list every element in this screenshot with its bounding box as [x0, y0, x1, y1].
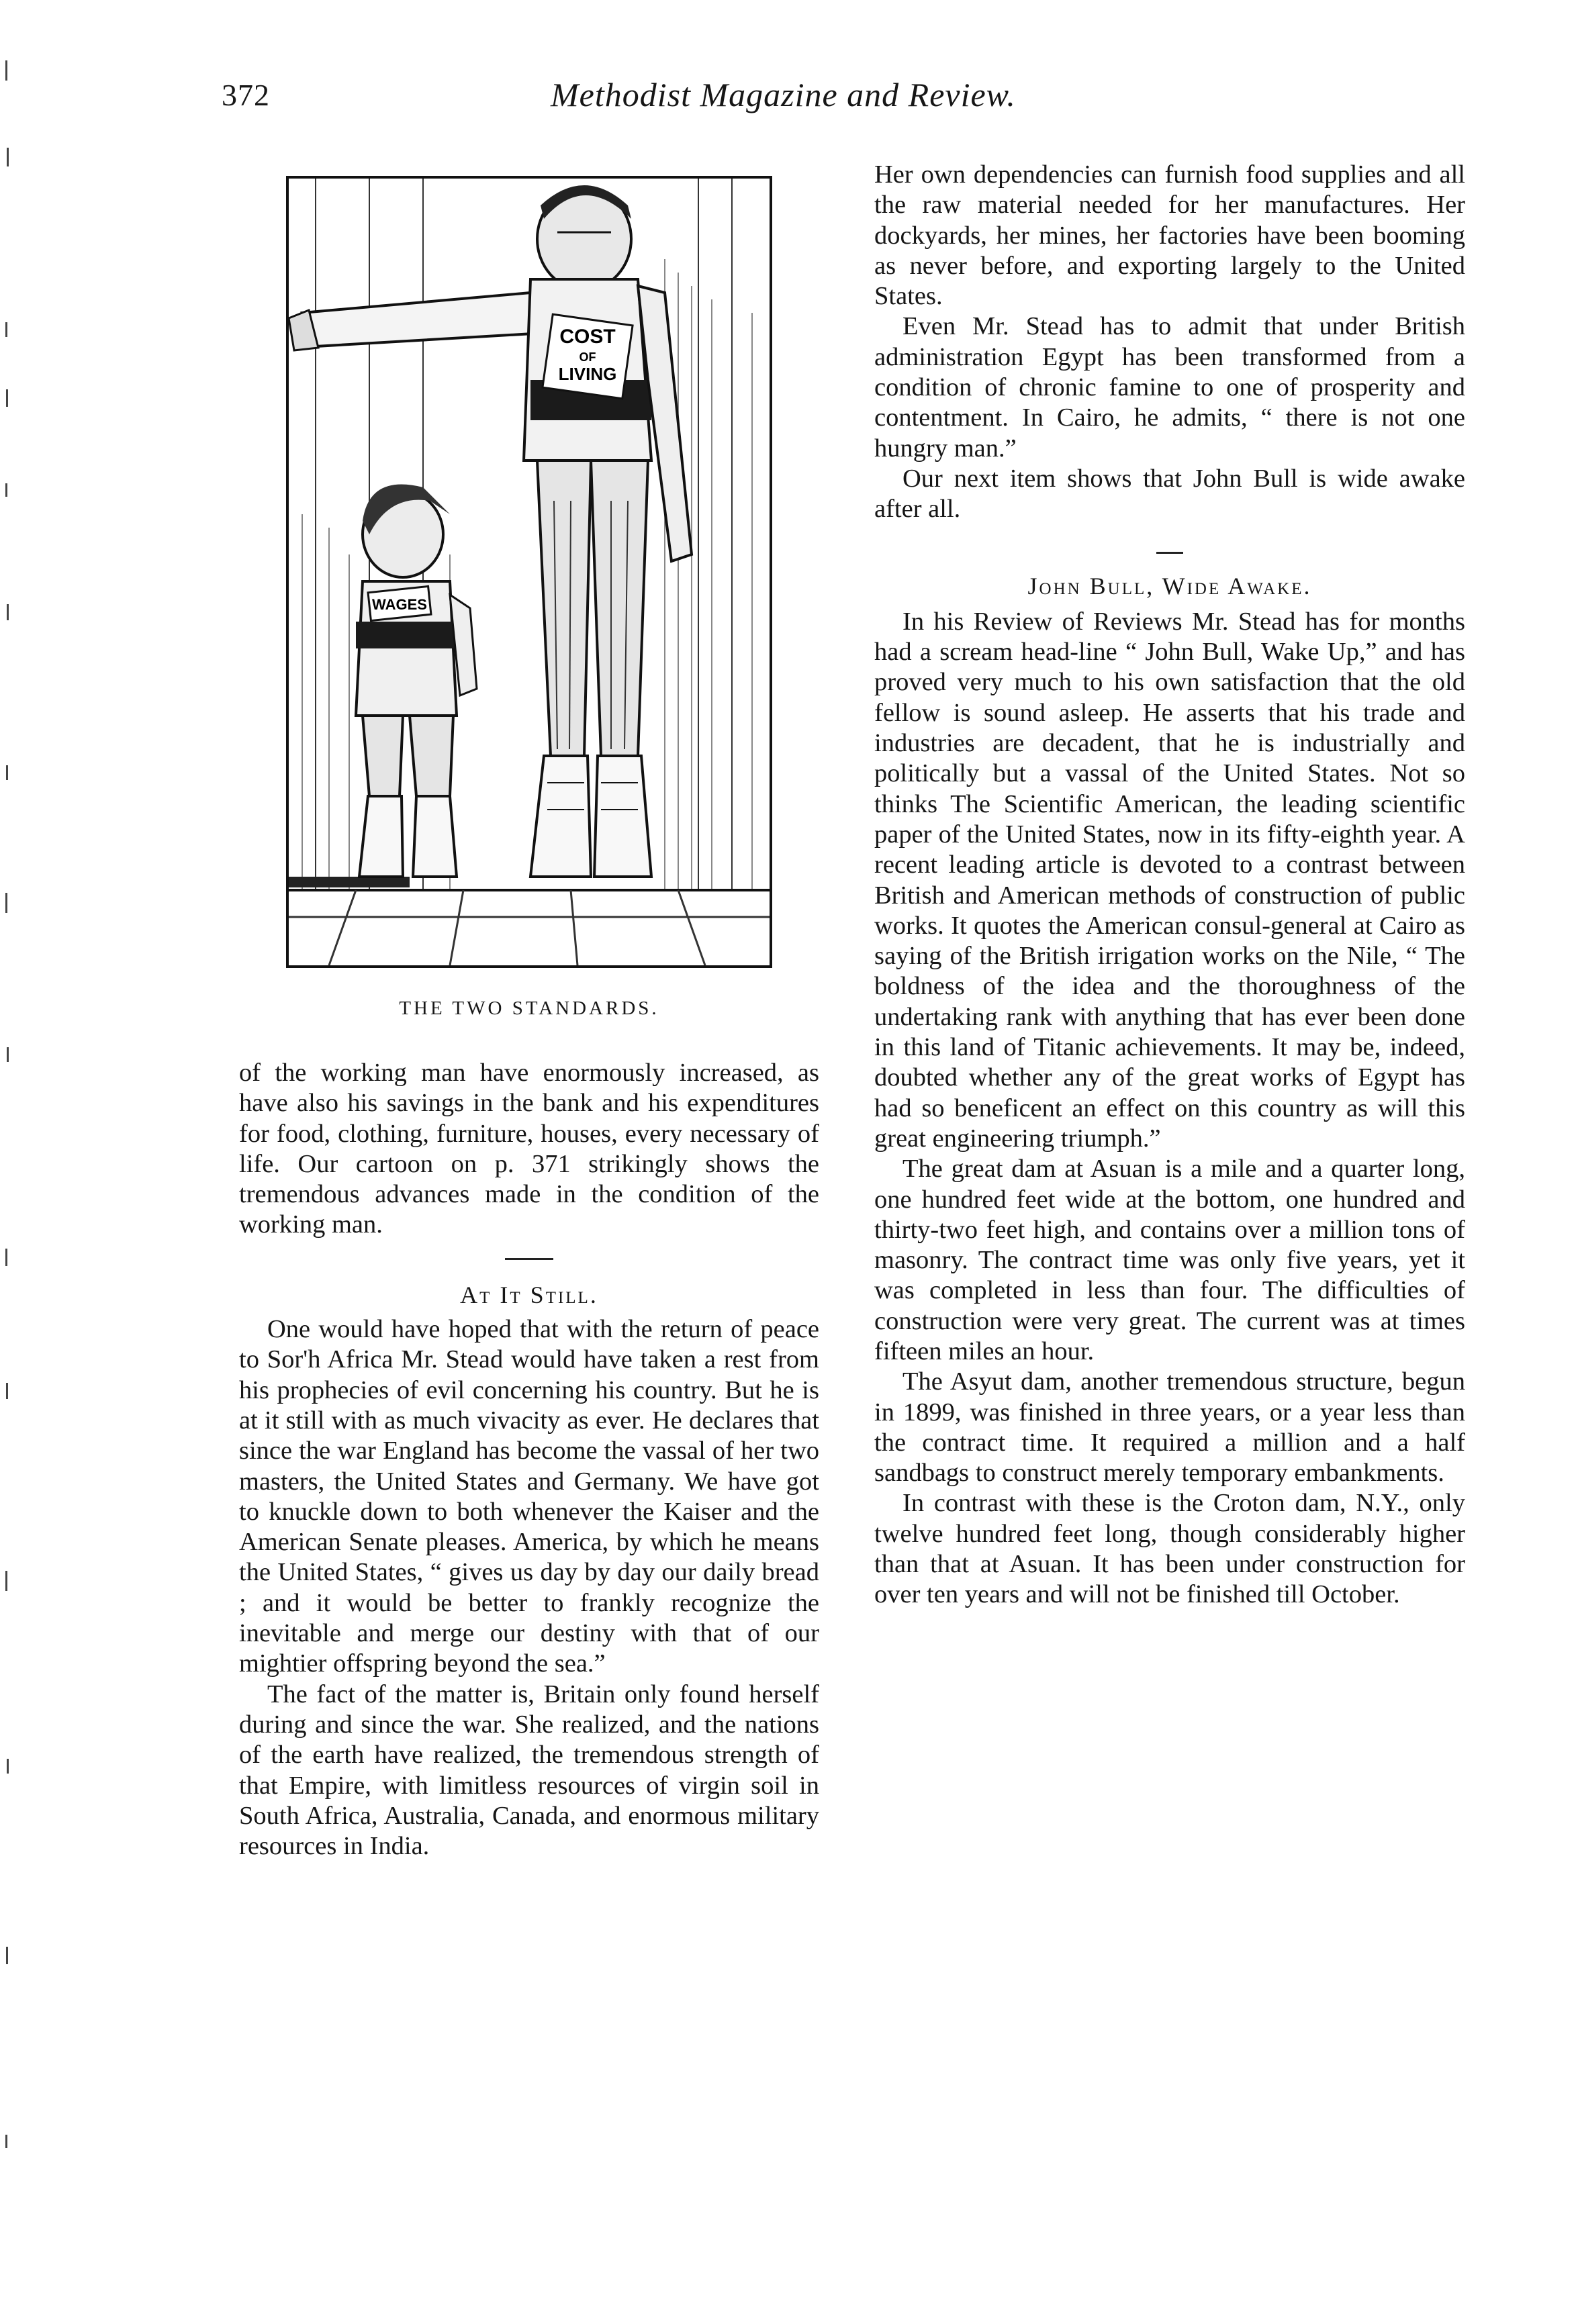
right-paragraph-6: The Asyut dam, another tremendous structure, begun in 1899, was finished in three years, or a year less than the contract time. It required a million and a half sandbags to construct merely temporary embankments.	[874, 1367, 1465, 1488]
right-paragraph-5: The great dam at Asuan is a mile and a quarter long, one hundred feet wide at the bottom, one hundred and thirty-two feet high, and contains over a million tons of masonry. The contract time was only five years, yet it was completed in less than four. The difficulties of construction were very great. The current was at times fifteen miles an hour.	[874, 1155, 1465, 1365]
cartoon-two-standards	[286, 176, 772, 968]
left-paragraph-1: of the working man have enormously increased, as have also his savings in the bank and his expenditures for food, clothing, furniture, houses, every necessary of life. Our cartoon on p. 371 strikingly shows the tremendous advances made in the condition of the working man.	[239, 1059, 819, 1239]
right-paragraph-4: In his Review of Reviews Mr. Stead has for months had a scream head-line “ John Bull, Wake Up,” and has proved very much to his own satisfaction that the old fellow is sound asleep. He asserts that his trade and industries are decadent, that he is industrially and politically but a vassal of the United States. Not so thinks The Scientific American, the leading scientific paper of the United States, now in its fifty-eighth year. A recent leading article is devoted to a contrast between British and American methods of construction of public works. It quotes the American consul-general at Cairo as saying of the British irrigation works on the Nile, “ The boldness of the idea and the thoroughness of the undertaking rank with anything that has ever been done in this land of Titanic achievements. It may be, indeed, doubted whether any of the great works of Egypt has had so beneficent an effect on this country as will this great engineering triumph.”	[874, 607, 1465, 1153]
left-paragraph-2: One would have hoped that with the return of peace to Sor'h Africa Mr. Stead would have taken a rest from his prophecies of evil concerning his country. But he is at it still with as much vivacity as ever. He declares that since the war England has become the vassal of her two masters, the United States and Germany. We have got to knuckle down to both whenever the Kaiser and the American Senate pleases. America, by which he means the United States, “ gives us day by day our daily bread ; and it would be better to frankly recognize the inevitable and merge our destiny with that of our mightier offspring beyond the sea.”	[239, 1315, 819, 1678]
running-title: Methodist Magazine and Review.	[551, 76, 1016, 113]
page-number: 372	[222, 78, 270, 112]
section-title-at-it-still: At It Still.	[460, 1281, 598, 1308]
cartoon-drawing	[289, 179, 770, 965]
right-column	[874, 160, 1465, 1610]
badge-living: LIVING	[558, 364, 617, 384]
right-paragraph-7: In contrast with these is the Croton dam, N.Y., only twelve hundred feet long, though considerably higher than that at Asuan. It has been under construction for over ten years and will not be finished till October.	[874, 1489, 1465, 1609]
margin-scan-marks	[0, 0, 27, 2324]
right-paragraph-3: Our next item shows that John Bull is wide awake after all.	[874, 464, 1465, 524]
left-paragraph-3: The fact of the matter is, Britain only found herself during and since the war. She realized, and the nations of the earth have realized, the tremendous strength of that Empire, with limitless resources of virgin soil in South Africa, Australia, Canada, and enormous military resources in India.	[239, 1680, 819, 1861]
figure-caption: THE TWO STANDARDS.	[399, 998, 659, 1019]
badge-of: OF	[579, 350, 596, 364]
badge-wages: WAGES	[372, 596, 427, 613]
right-paragraph-1: Her own dependencies can furnish food supplies and all the raw material needed for her manufactures. Her dockyards, her mines, her factories have been booming as never before, and exporting largely to the United States.	[874, 160, 1465, 311]
badge-cost: COST	[559, 326, 616, 348]
section-title-john-bull: John Bull, Wide Awake.	[1027, 572, 1312, 599]
right-paragraph-2: Even Mr. Stead has to admit that under British administration Egypt has been transformed from a condition of chronic famine to one of prosperity and contentment. In Cairo, he admits, “ there is not one hungry man.”	[874, 312, 1465, 463]
left-column	[239, 1058, 819, 1861]
